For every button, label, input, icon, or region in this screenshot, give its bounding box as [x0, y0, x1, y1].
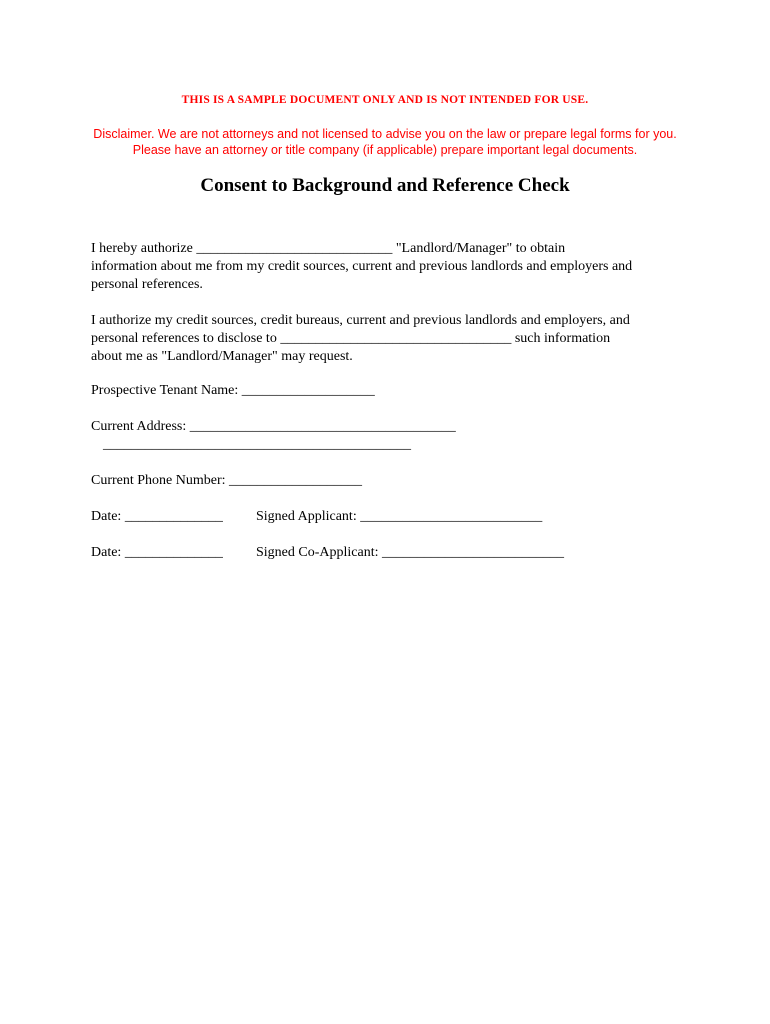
- disclaimer-line-2: Please have an attorney or title company (if applicable) prepare important legal documents.: [132, 143, 638, 157]
- document-title: Consent to Background and Reference Check: [200, 175, 570, 196]
- tenant-name-field: [91, 382, 691, 400]
- authorization-paragraph: [91, 240, 691, 294]
- paragraph-line: personal references to disclose to _________________________________ such information: [91, 331, 611, 346]
- current-address-field: [91, 418, 691, 454]
- date-field: Date: ______________: [91, 545, 223, 560]
- paragraph-line: about me as "Landlord/Manager" may request.: [91, 349, 353, 364]
- paragraph-line: personal references.: [91, 277, 203, 292]
- applicant-signature-row: [91, 508, 691, 526]
- coapplicant-signature-row: [91, 544, 691, 562]
- current-address-line-2: ____________________________________________: [103, 437, 411, 452]
- date-field: Date: ______________: [91, 509, 223, 524]
- phone-label: Current Phone Number: ___________________: [91, 473, 363, 488]
- paragraph-line: I hereby authorize ____________________________ "Landlord/Manager" to obtain: [91, 241, 566, 256]
- signed-coapplicant-field: Signed Co-Applicant: __________________________: [256, 545, 564, 560]
- phone-field: [91, 472, 691, 490]
- disclaimer-line-1: Disclaimer. We are not attorneys and not licensed to advise you on the law or prepare legal forms for you.: [93, 127, 677, 141]
- current-address-line-1: Current Address: ______________________________________: [91, 419, 456, 434]
- tenant-name-label: Prospective Tenant Name: ___________________: [91, 383, 375, 398]
- disclaimer: [0, 126, 770, 158]
- sample-notice: THIS IS A SAMPLE DOCUMENT ONLY AND IS NOT INTENDED FOR USE.: [181, 94, 589, 106]
- disclosure-paragraph: [91, 312, 691, 366]
- paragraph-line: I authorize my credit sources, credit bureaus, current and previous landlords and employers, and: [91, 313, 630, 328]
- signed-applicant-field: Signed Applicant: __________________________: [256, 509, 543, 524]
- paragraph-line: information about me from my credit sources, current and previous landlords and employers and: [91, 259, 633, 274]
